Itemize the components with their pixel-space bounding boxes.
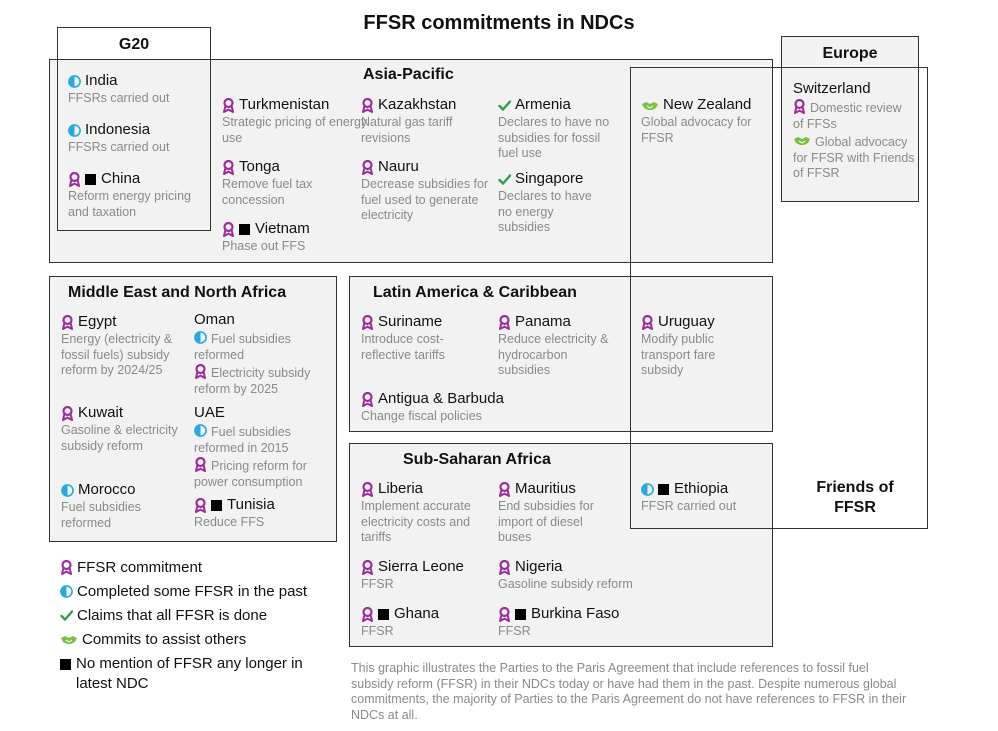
- no-mention-icon: [515, 609, 526, 620]
- country-entry-burkina-faso: [498, 605, 658, 640]
- country-heading: [61, 404, 186, 422]
- country-desc: Declares to have no energy subsidies: [498, 189, 592, 234]
- legend: [60, 556, 307, 694]
- country-desc: Reduce FFS: [194, 515, 265, 529]
- europe-label: Europe: [822, 45, 878, 62]
- country-entry-switzerland: [793, 80, 915, 182]
- country-desc: Fuel subsidies reformed: [61, 500, 141, 530]
- country-name: Vietnam: [255, 220, 310, 237]
- country-name: Morocco: [78, 481, 136, 498]
- completed-icon: [641, 482, 654, 497]
- assist-icon: [793, 133, 811, 148]
- country-heading: [68, 170, 203, 188]
- country-desc: Declares to have no subsidies for fossil fuel use: [498, 115, 610, 160]
- country-entry-ethiopia: [641, 480, 766, 515]
- country-heading: [222, 96, 382, 114]
- commitment-icon: [61, 315, 74, 330]
- country-name: Singapore: [515, 170, 584, 187]
- country-heading: [498, 558, 658, 576]
- country-name: China: [101, 170, 141, 187]
- country-heading: [222, 158, 342, 176]
- country-name: Uruguay: [658, 313, 715, 330]
- no-mention-icon: [239, 224, 250, 235]
- country-heading: [361, 96, 491, 114]
- legend-label: Commits to assist others: [82, 631, 247, 648]
- country-desc: Pricing reform for power consumption: [194, 459, 307, 489]
- country-heading: [361, 605, 521, 623]
- country-heading: [361, 313, 471, 331]
- commitment-icon: [498, 482, 511, 497]
- completed-icon: [194, 423, 207, 438]
- country-desc: Phase out FFS: [222, 239, 306, 253]
- country-entry-egypt: [61, 313, 186, 379]
- country-entry-singapore: [498, 170, 608, 236]
- commitment-icon: [194, 364, 207, 379]
- legend-label: Claims that all FFSR is done: [77, 607, 268, 624]
- country-heading: [498, 605, 658, 623]
- country-desc: Gasoline subsidy reform: [498, 577, 633, 591]
- country-entry-morocco: [61, 481, 186, 531]
- legend-item-no-mention: [60, 654, 307, 694]
- country-name: Egypt: [78, 313, 117, 330]
- country-heading: [498, 96, 613, 114]
- country-desc: End subsidies for import of diesel buses: [498, 499, 594, 544]
- country-name: Kazakhstan: [378, 96, 457, 113]
- commitment-icon: [361, 392, 374, 407]
- claims-done-icon: [498, 98, 511, 113]
- diagram-title: FFSR commitments in NDCs: [363, 12, 635, 34]
- commitment-icon: [641, 315, 654, 330]
- completed-icon: [194, 330, 207, 345]
- country-desc: Natural gas tariff revisions: [361, 115, 453, 145]
- country-desc: Strategic pricing of energy use: [222, 115, 368, 145]
- country-desc: Electricity subsidy reform by 2025: [194, 366, 311, 396]
- no-mention-icon: [658, 484, 669, 495]
- country-entry-indonesia: [68, 121, 228, 156]
- commitment-icon: [68, 172, 81, 187]
- completed-icon: [60, 584, 73, 599]
- country-entry-ghana: [361, 605, 521, 640]
- country-heading: [361, 558, 521, 576]
- commitment-icon: [361, 98, 374, 113]
- lac-label: Latin America & Caribbean: [373, 284, 577, 301]
- country-name: Kuwait: [78, 404, 124, 421]
- country-desc: FFSR: [498, 624, 531, 638]
- country-name: Antigua & Barbuda: [378, 390, 504, 407]
- country-desc: Fuel subsidies reformed in 2015: [194, 425, 291, 455]
- country-entry-oman: [194, 311, 332, 397]
- country-heading: [361, 480, 491, 498]
- commitment-icon: [498, 560, 511, 575]
- country-entry-kazakhstan: [361, 96, 491, 146]
- country-heading: [641, 96, 766, 114]
- country-entry-antigua: [361, 390, 521, 425]
- country-name: Ethiopia: [674, 480, 729, 497]
- country-name: Panama: [515, 313, 571, 330]
- country-heading: [498, 313, 623, 331]
- commitment-icon: [222, 222, 235, 237]
- country-entry-china: [68, 170, 203, 220]
- legend-item-claims-done: [60, 604, 307, 628]
- country-desc: FFSR: [361, 577, 394, 591]
- country-entry-tunisia: [194, 496, 329, 531]
- legend-item-assist: [60, 628, 307, 652]
- friends-of-ffsr-label: Friends of FFSR: [816, 479, 894, 516]
- country-desc: Reduce electricity & hydrocarbon subsidies: [498, 332, 609, 377]
- completed-icon: [61, 483, 74, 498]
- country-name: UAE: [194, 404, 225, 421]
- country-entry-new-zealand: [641, 96, 766, 146]
- mena-label: Middle East and North Africa: [68, 284, 287, 301]
- country-name: Tunisia: [227, 496, 275, 513]
- country-heading: [361, 390, 521, 408]
- commitment-icon: [361, 160, 374, 175]
- assist-icon: [641, 98, 659, 113]
- country-desc: Domestic review of FFSs: [793, 101, 902, 131]
- country-desc: FFSR: [361, 624, 394, 638]
- commitment-icon: [222, 160, 235, 175]
- country-name: Indonesia: [85, 121, 151, 138]
- g20-label: G20: [118, 36, 150, 53]
- country-entry-armenia: [498, 96, 613, 162]
- country-desc: Implement accurate electricity costs and tariffs: [361, 499, 471, 544]
- country-desc: Introduce cost-reflective tariffs: [361, 332, 445, 362]
- country-name: Nigeria: [515, 558, 563, 575]
- footnote: This graphic illustrates the Parties to the Paris Agreement that include references to fossil fuel subsidy reform (FFSR) in their NDCs today or have had them in the past. Despite numerous global commitments, the majority of Parties to the Paris Agreement do not have references to FFSR in their NDCs at all.: [351, 661, 907, 722]
- country-desc: Remove fuel tax concession: [222, 177, 313, 207]
- country-name: Burkina Faso: [531, 605, 620, 622]
- country-desc: Gasoline & electricity subsidy reform: [61, 423, 178, 453]
- claims-done-icon: [498, 172, 511, 187]
- commitment-icon: [361, 560, 374, 575]
- country-entry-india: [68, 72, 228, 107]
- no-mention-icon: [211, 500, 222, 511]
- country-heading: [641, 313, 751, 331]
- country-entry-mauritius: [498, 480, 618, 546]
- country-entry-liberia: [361, 480, 491, 546]
- country-desc: Energy (electricity & fossil fuels) subsidy reform by 2024/25: [61, 332, 173, 377]
- commitment-icon: [361, 315, 374, 330]
- commitment-icon: [194, 457, 207, 472]
- ssa-label: Sub-Saharan Africa: [403, 451, 551, 468]
- completed-icon: [68, 123, 81, 138]
- country-entry-kuwait: [61, 404, 186, 454]
- country-desc: FFSRs carried out: [68, 91, 170, 105]
- country-desc: Global advocacy for FFSR: [641, 115, 752, 145]
- legend-label: Completed some FFSR in the past: [77, 583, 308, 600]
- country-name: Liberia: [378, 480, 424, 497]
- country-desc: FFSR carried out: [641, 499, 737, 513]
- country-heading: [194, 496, 329, 514]
- no-mention-icon: [60, 659, 71, 670]
- commitment-icon: [60, 560, 73, 575]
- country-entry-tonga: [222, 158, 342, 208]
- completed-icon: [68, 74, 81, 89]
- country-desc: Global advocacy for FFSR with Friends of FFSR: [793, 135, 915, 180]
- country-heading: [61, 481, 186, 499]
- country-entry-nigeria: [498, 558, 658, 593]
- country-name: Switzerland: [793, 80, 871, 97]
- no-mention-icon: [378, 609, 389, 620]
- commitment-icon: [361, 482, 374, 497]
- country-name: New Zealand: [663, 96, 752, 113]
- country-entry-vietnam: [222, 220, 382, 255]
- country-desc: Fuel subsidies reformed: [194, 332, 291, 362]
- country-heading: [68, 121, 228, 139]
- country-entry-uruguay: [641, 313, 751, 379]
- country-name: Mauritius: [515, 480, 576, 497]
- country-name: Sierra Leone: [378, 558, 464, 575]
- country-desc: FFSRs carried out: [68, 140, 170, 154]
- commitment-icon: [222, 98, 235, 113]
- country-entry-sierra-leone: [361, 558, 521, 593]
- country-desc: Decrease subsidies for fuel used to generate electricity: [361, 177, 489, 222]
- country-name: Nauru: [378, 158, 419, 175]
- commitment-icon: [361, 607, 374, 622]
- commitment-icon: [498, 607, 511, 622]
- country-heading: [498, 480, 618, 498]
- country-name: Ghana: [394, 605, 440, 622]
- legend-item-commitment: [60, 556, 307, 580]
- country-name: India: [85, 72, 118, 89]
- country-heading: [498, 170, 608, 188]
- commitment-icon: [61, 406, 74, 421]
- commitment-icon: [498, 315, 511, 330]
- country-heading: [222, 220, 382, 238]
- country-desc: Reform energy pricing and taxation: [68, 189, 191, 219]
- legend-label: FFSR commitment: [77, 559, 203, 576]
- claims-done-icon: [60, 608, 73, 623]
- country-heading: [68, 72, 228, 90]
- commitment-icon: [194, 498, 207, 513]
- legend-label: No mention of FFSR any longer in latest NDC: [76, 655, 303, 692]
- country-entry-panama: [498, 313, 623, 379]
- asia-pacific-label: Asia-Pacific: [363, 66, 454, 83]
- country-name: Oman: [194, 311, 235, 328]
- country-desc: Modify public transport fare subsidy: [641, 332, 716, 377]
- country-entry-nauru: [361, 158, 491, 224]
- country-heading: [361, 158, 491, 176]
- country-name: Armenia: [515, 96, 571, 113]
- country-name: Turkmenistan: [239, 96, 330, 113]
- legend-item-completed: [60, 580, 307, 604]
- country-entry-suriname: [361, 313, 471, 363]
- no-mention-icon: [85, 174, 96, 185]
- country-entry-uae: [194, 404, 332, 490]
- country-name: Tonga: [239, 158, 280, 175]
- country-heading: [641, 480, 766, 498]
- country-entry-turkmenistan: [222, 96, 382, 146]
- assist-icon: [60, 632, 78, 647]
- country-desc: Change fiscal policies: [361, 409, 482, 423]
- country-heading: [61, 313, 186, 331]
- country-name: Suriname: [378, 313, 443, 330]
- commitment-icon: [793, 99, 806, 114]
